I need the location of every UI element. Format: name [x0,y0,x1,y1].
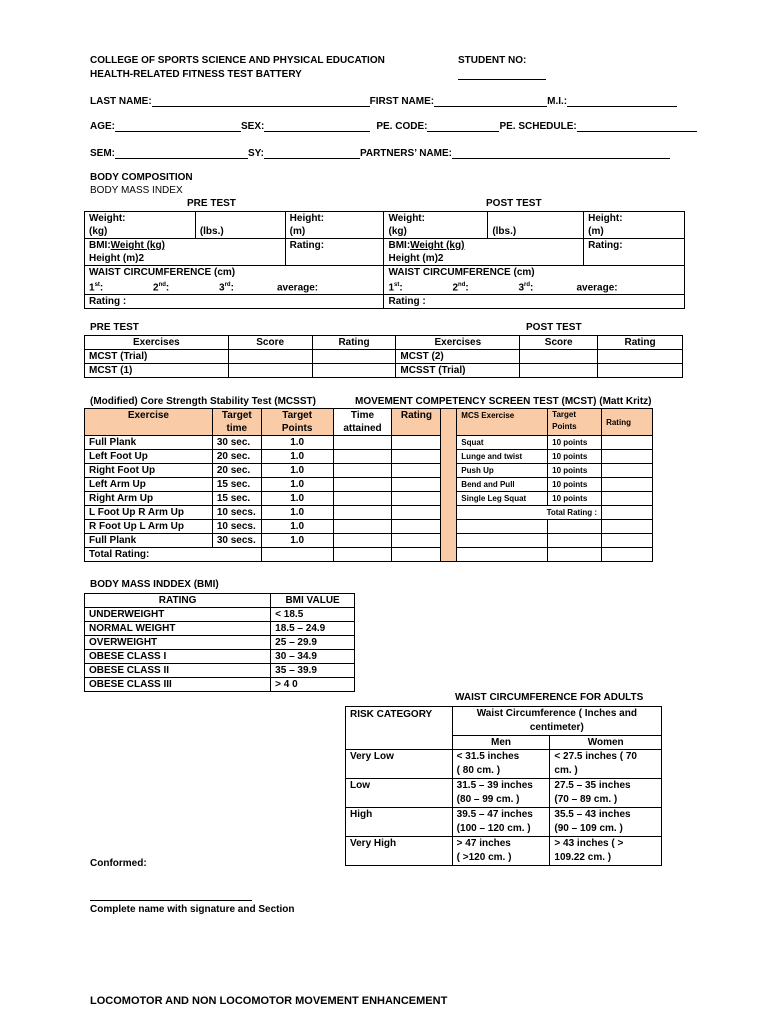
risk-category: Low [346,779,453,808]
mcs-target-points: 10 points [548,478,602,492]
bmi-category: OVERWEIGHT [85,636,271,650]
age-field[interactable] [115,121,241,132]
col-mcs-exercise: MCS Exercise [457,409,548,436]
time-attained-cell[interactable] [333,450,392,464]
exercise-name: Full Plank [85,436,213,450]
bmi-range: < 18.5 [271,608,355,622]
exercise-name: Full Plank [85,534,213,548]
col-score-post: Score [520,336,598,350]
table-row [85,450,653,464]
post-waist-rating-cell[interactable]: Rating : [384,295,685,309]
rating-cell[interactable] [312,364,396,378]
age-row [90,121,697,132]
pe-code-label: PE. CODE: [376,121,428,132]
waist-ref-title: WAIST CIRCUMFERENCE FOR ADULTS [455,692,644,703]
pe-schedule-label: PE. SCHEDULE: [499,121,577,132]
mcst-2-label: MCST (2) [396,350,520,364]
conformed-label: Conformed: [90,858,147,869]
empty-cell [457,520,548,534]
bmi-range: 18.5 – 24.9 [271,622,355,636]
mcs-exercise-name: Push Up [457,464,548,478]
target-points: 1.0 [261,436,333,450]
time-attained-cell[interactable] [333,478,392,492]
men-range: 31.5 – 39 inches (80 – 99 cm. ) [452,779,550,808]
target-time: 15 sec. [212,492,261,506]
total-rating-cell[interactable] [392,548,441,562]
target-time: 15 sec. [212,478,261,492]
table-row [85,364,683,378]
bmi-table [84,211,685,309]
time-attained-cell[interactable] [333,492,392,506]
table-row [85,678,355,692]
sex-field[interactable] [264,121,370,132]
waist-ref-table [345,706,662,866]
mcs-rating-cell[interactable] [602,492,653,506]
table-row [85,622,355,636]
target-time: 10 secs. [212,520,261,534]
score-cell[interactable] [228,364,312,378]
col-target-time: Target time [212,409,261,436]
sem-label: SEM: [90,148,115,159]
col-time-attained: Time attained [333,409,392,436]
name-row [90,96,677,107]
empty-cell [548,548,602,562]
rating-cell[interactable] [598,350,683,364]
table-row [85,534,653,548]
bmi-category: OBESE CLASS I [85,650,271,664]
table-row [346,779,662,808]
exercise-name: Left Foot Up [85,450,213,464]
pe-schedule-field[interactable] [577,121,697,132]
col-exercises: Exercises [85,336,229,350]
women-header: Women [550,736,662,750]
body-comp-title: BODY COMPOSITION [90,172,193,183]
bmi-range: 25 – 29.9 [271,636,355,650]
rating-cell[interactable] [312,350,396,364]
score-cell[interactable] [228,350,312,364]
rating-cell[interactable] [392,492,441,506]
rating-cell[interactable] [392,436,441,450]
bmi-ref-title: BODY MASS INDDEX (BMI) [90,579,219,590]
first-name-label: FIRST NAME: [369,96,435,107]
empty-cell [457,548,548,562]
sy-field[interactable] [264,148,360,159]
mcsst-trial-label: MCSST (Trial) [396,364,520,378]
col-rating: Rating [312,336,396,350]
mcs-target-points: 10 points [548,450,602,464]
table-row [85,650,355,664]
empty-cell [548,534,602,548]
partners-field[interactable] [452,148,670,159]
mcs-rating-cell[interactable] [602,478,653,492]
rating-cell[interactable] [392,520,441,534]
empty-cell [261,548,333,562]
col-rating: Rating [392,409,441,436]
pre-lbs-cell[interactable]: (lbs.) [195,212,285,239]
separator-column [441,409,457,562]
exercise-name: R Foot Up L Arm Up [85,520,213,534]
table-row [85,492,653,506]
core-table [84,408,653,562]
women-range: 35.5 – 43 inches (90 – 109 cm. ) [550,808,662,837]
table-row [85,548,653,562]
table-row [346,837,662,866]
table-row [85,478,653,492]
col-exercise: Exercise [85,409,213,436]
exercise-name: Left Arm Up [85,478,213,492]
table-row [85,409,653,436]
men-range: < 31.5 inches ( 80 cm. ) [452,750,550,779]
women-range: 27.5 – 35 inches (70 – 89 cm. ) [550,779,662,808]
post-bmi-cell[interactable]: BMI:Weight (kg) Height (m)2 [384,239,584,266]
rating-cell[interactable] [598,364,683,378]
mcs-total-label: Total Rating : [457,506,602,520]
col-target-points: Target Points [261,409,333,436]
student-no-field[interactable] [458,69,546,80]
post-waist-cell[interactable]: WAIST CIRCUMFERENCE (cm) 1st: 2nd: 3rd: average: [384,266,685,295]
col-mcs-rating: Rating [602,409,653,436]
first-name-field[interactable] [434,96,547,107]
target-points: 1.0 [261,492,333,506]
mcs-target-points: 10 points [548,464,602,478]
bmi-range: 35 – 39.9 [271,664,355,678]
mi-label: M.I.: [547,96,568,107]
col-rating: RATING [85,594,271,608]
mcs-target-points: 10 points [548,492,602,506]
pre-waist-cell[interactable]: WAIST CIRCUMFERENCE (cm) 1st: 2nd: 3rd: average: [85,266,384,295]
mcs-exercise-name: Lunge and twist [457,450,548,464]
bmi-category: NORMAL WEIGHT [85,622,271,636]
target-points: 1.0 [261,506,333,520]
time-attained-cell[interactable] [333,534,392,548]
sex-label: SEX: [241,121,265,132]
bmi-post-label: POST TEST [486,198,542,209]
empty-cell [548,520,602,534]
bmi-range: > 4 0 [271,678,355,692]
risk-category: High [346,808,453,837]
pre-height-cell[interactable]: Height: (m) [285,212,384,239]
exercise-name: Right Foot Up [85,464,213,478]
exercise-name: Right Arm Up [85,492,213,506]
pre-bmi-cell[interactable]: BMI:Weight (kg) Height (m)2 [85,239,286,266]
target-time: 10 secs. [212,506,261,520]
target-time: 20 sec. [212,464,261,478]
col-score: Score [228,336,312,350]
post-rating-cell[interactable]: Rating: [584,239,685,266]
table-row [85,436,653,450]
last-name-label: LAST NAME: [90,96,152,107]
col-bmi-value: BMI VALUE [271,594,355,608]
table-row [85,212,685,239]
table-row [85,239,685,266]
target-time: 20 sec. [212,450,261,464]
exercise-name: L Foot Up R Arm Up [85,506,213,520]
mcs-rating-cell[interactable] [602,464,653,478]
rating-cell[interactable] [392,450,441,464]
partners-label: PARTNERS’ NAME: [359,148,452,159]
table-row [85,266,685,295]
table-row [85,350,683,364]
target-points: 1.0 [261,478,333,492]
table-row [85,664,355,678]
post-height-cell[interactable]: Height: (m) [584,212,685,239]
col-mcs-target: Target Points [548,409,602,436]
signature-caption: Complete name with signature and Section [90,904,295,915]
score-cell[interactable] [520,364,598,378]
pe-code-field[interactable] [427,121,499,132]
target-points: 1.0 [261,520,333,534]
empty-cell [602,534,653,548]
mcst-table [84,335,683,378]
sy-label: SY: [248,148,264,159]
pre-waist-rating-cell[interactable]: Rating : [85,295,384,309]
bmi-subtitle: BODY MASS INDEX [90,185,183,196]
mi-field[interactable] [567,96,677,107]
pre-weight-cell[interactable]: Weight: (kg) [85,212,196,239]
bmi-category: UNDERWEIGHT [85,608,271,622]
empty-cell [602,520,653,534]
table-row [85,464,653,478]
bmi-pre-label: PRE TEST [187,198,236,209]
bmi-range: 30 – 34.9 [271,650,355,664]
col-exercises-post: Exercises [396,336,520,350]
men-header: Men [452,736,550,750]
empty-cell [602,548,653,562]
post-weight-cell[interactable]: Weight: (kg) [384,212,488,239]
mcs-rating-cell[interactable] [602,450,653,464]
mcsst-title: (Modified) Core Strength Stability Test (MCSST) [90,396,316,407]
time-attained-cell[interactable] [333,506,392,520]
bmi-category: OBESE CLASS III [85,678,271,692]
rating-cell[interactable] [392,534,441,548]
mcs-target-points: 10 points [548,436,602,450]
table-row [85,608,355,622]
rating-cell[interactable] [392,464,441,478]
wc-header: Waist Circumference ( Inches and centimeter) [452,707,661,736]
table-row [85,636,355,650]
sem-field[interactable] [115,148,248,159]
rating-cell[interactable] [392,506,441,520]
time-attained-cell[interactable] [333,436,392,450]
table-row [85,336,683,350]
total-rating-label: Total Rating: [85,548,262,562]
risk-header: RISK CATEGORY [346,707,453,750]
table-row [346,707,662,736]
table-row [85,506,653,520]
col-rating-post: Rating [598,336,683,350]
women-range: > 43 inches ( > 109.22 cm. ) [550,837,662,866]
mcs-title: MOVEMENT COMPETENCY SCREEN TEST (MCST) (Matt Kritz) [355,396,652,407]
mcst-trial-label: MCST (Trial) [85,350,229,364]
mcs-rating-cell[interactable] [602,436,653,450]
battery-title: HEALTH-RELATED FITNESS TEST BATTERY [90,69,302,80]
men-range: > 47 inches ( >120 cm. ) [452,837,550,866]
score-cell[interactable] [520,350,598,364]
target-points: 1.0 [261,450,333,464]
women-range: < 27.5 inches ( 70 cm. ) [550,750,662,779]
rating-cell[interactable] [392,478,441,492]
mcs-exercise-name: Bend and Pull [457,478,548,492]
men-range: 39.5 – 47 inches (100 – 120 cm. ) [452,808,550,837]
mcs-total-cell[interactable] [602,506,653,520]
pre-rating-cell[interactable]: Rating: [285,239,384,266]
target-points: 1.0 [261,534,333,548]
signature-field[interactable] [90,890,252,901]
empty-cell [333,548,392,562]
table-row [346,808,662,837]
target-time: 30 sec. [212,436,261,450]
mcst-post-label: POST TEST [526,322,582,333]
mcs-exercise-name: Single Leg Squat [457,492,548,506]
mcst-pre-label: PRE TEST [90,322,139,333]
student-no-label: STUDENT NO: [458,55,527,66]
table-row [85,594,355,608]
mcst-1-label: MCST (1) [85,364,229,378]
bmi-ref-table [84,593,355,692]
risk-category: Very Low [346,750,453,779]
age-label: AGE: [90,121,115,132]
table-row [346,750,662,779]
college-name: COLLEGE OF SPORTS SCIENCE AND PHYSICAL EDUCATION [90,55,385,66]
time-attained-cell[interactable] [333,464,392,478]
table-row [85,520,653,534]
bmi-category: OBESE CLASS II [85,664,271,678]
table-row [85,295,685,309]
bottom-heading: LOCOMOTOR AND NON LOCOMOTOR MOVEMENT ENHANCEMENT [90,995,448,1007]
empty-cell [457,534,548,548]
mcs-exercise-name: Squat [457,436,548,450]
post-lbs-cell[interactable]: (lbs.) [488,212,584,239]
target-time: 30 secs. [212,534,261,548]
time-attained-cell[interactable] [333,520,392,534]
sem-row [90,148,670,159]
risk-category: Very High [346,837,453,866]
target-points: 1.0 [261,464,333,478]
last-name-field[interactable] [152,96,370,107]
